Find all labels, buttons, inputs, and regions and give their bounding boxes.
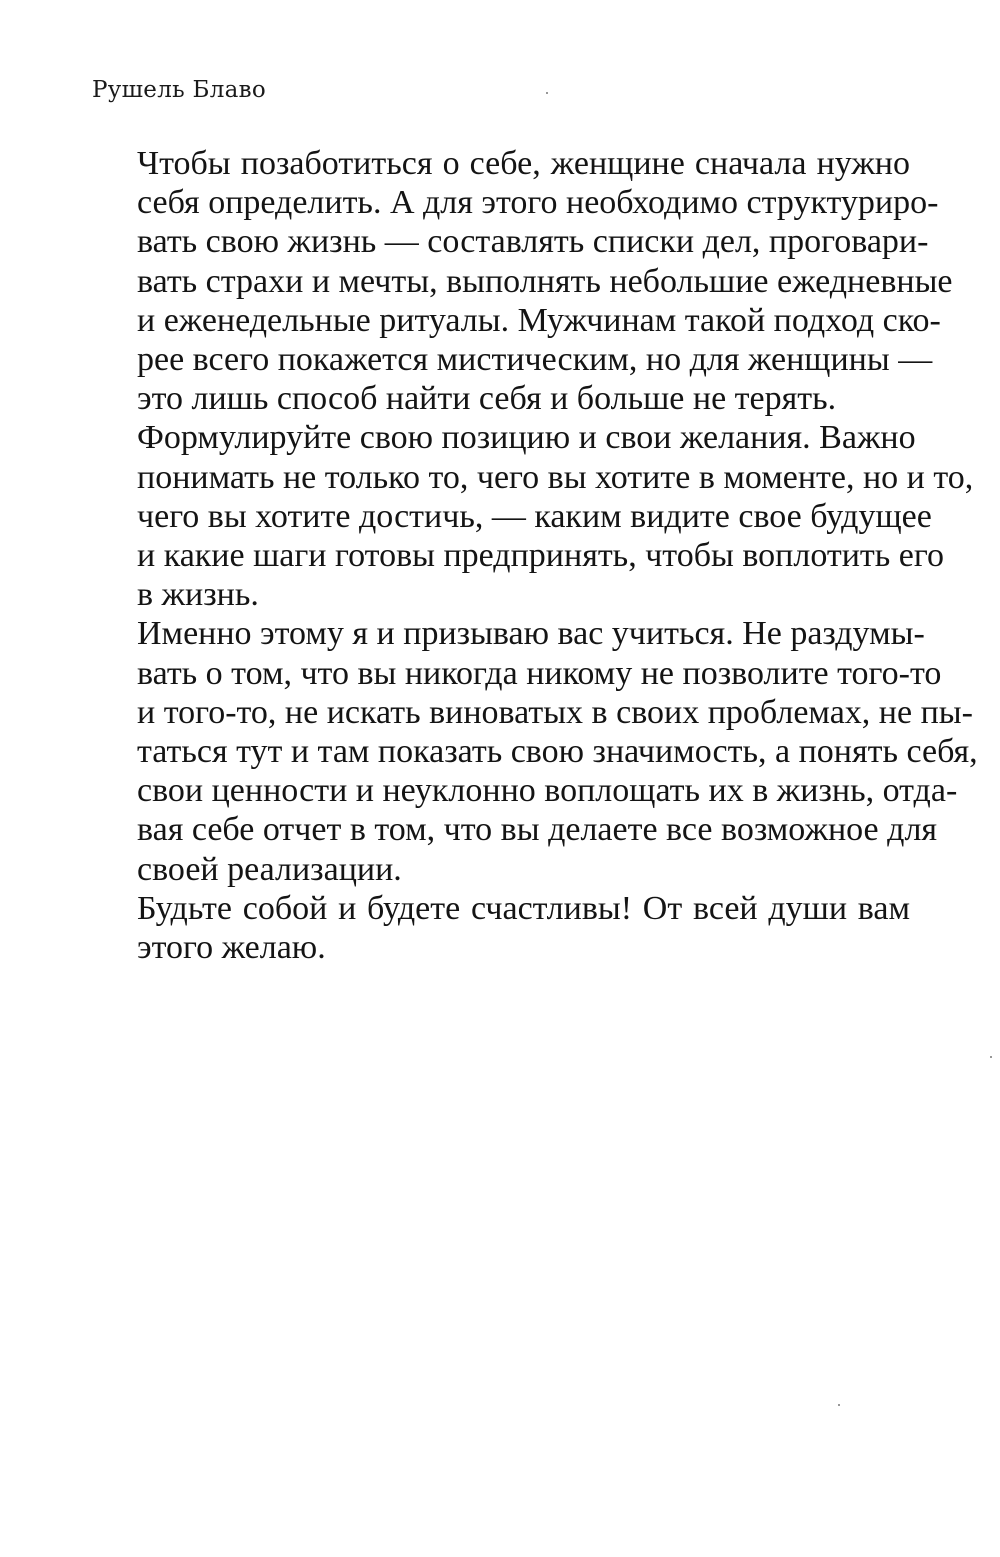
- text-line: и еженедельные ритуалы. Мужчинам такой подход ско-: [137, 301, 941, 339]
- running-head-author: Рушель Блаво: [92, 77, 267, 103]
- text-line: вать страхи и мечты, выполнять небольшие ежедневные: [137, 262, 953, 300]
- text-line: и того-то, не искать виноватых в своих проблемах, не пы-: [137, 693, 973, 731]
- paragraph-4: [92, 889, 910, 967]
- text-line: этого желаю.: [137, 929, 326, 967]
- text-line: это лишь способ найти себя и больше не терять.: [137, 380, 837, 418]
- text-line: вать свою жизнь — составлять списки дел, проговари-: [137, 223, 929, 261]
- paragraph-2: [92, 418, 974, 614]
- text-line: своей реализации.: [137, 850, 402, 888]
- body-text: [92, 144, 978, 967]
- text-line: понимать не только то, чего вы хотите в моменте, но и то,: [137, 458, 974, 496]
- text-line: таться тут и там показать свою значимость, а понять себя,: [137, 733, 978, 771]
- text-line: свои ценности и неуклонно воплощать их в жизнь, отда-: [137, 772, 958, 810]
- paragraph-3: [92, 614, 978, 888]
- text-line: чего вы хотите достичь, — каким видите свое будущее: [137, 497, 932, 535]
- text-line: Чтобы позаботиться о себе, женщине сначала нужно: [137, 145, 910, 182]
- text-line: в жизнь.: [137, 576, 259, 614]
- text-line: Будьте собой и будете счастливы! От всей души вам: [137, 889, 910, 927]
- text-line: вать о том, что вы никогда никому не позволите того-то: [137, 654, 942, 692]
- scan-speck: [838, 1404, 840, 1406]
- text-line: вая себе отчет в том, что вы делаете все возможное для: [137, 811, 938, 849]
- paragraph-1: [92, 144, 953, 418]
- text-line: рее всего покажется мистическим, но для женщины —: [137, 341, 933, 379]
- scan-speck: [546, 92, 548, 94]
- text-line: Формулируйте свою позицию и свои желания. Важно: [137, 419, 916, 457]
- text-line: себя определить. А для этого необходимо структуриро-: [137, 184, 939, 222]
- text-line: и какие шаги готовы предпринять, чтобы воплотить его: [137, 537, 944, 575]
- text-line: Именно этому я и призываю вас учиться. Не раздумы-: [137, 615, 925, 653]
- scan-speck: [990, 1056, 992, 1058]
